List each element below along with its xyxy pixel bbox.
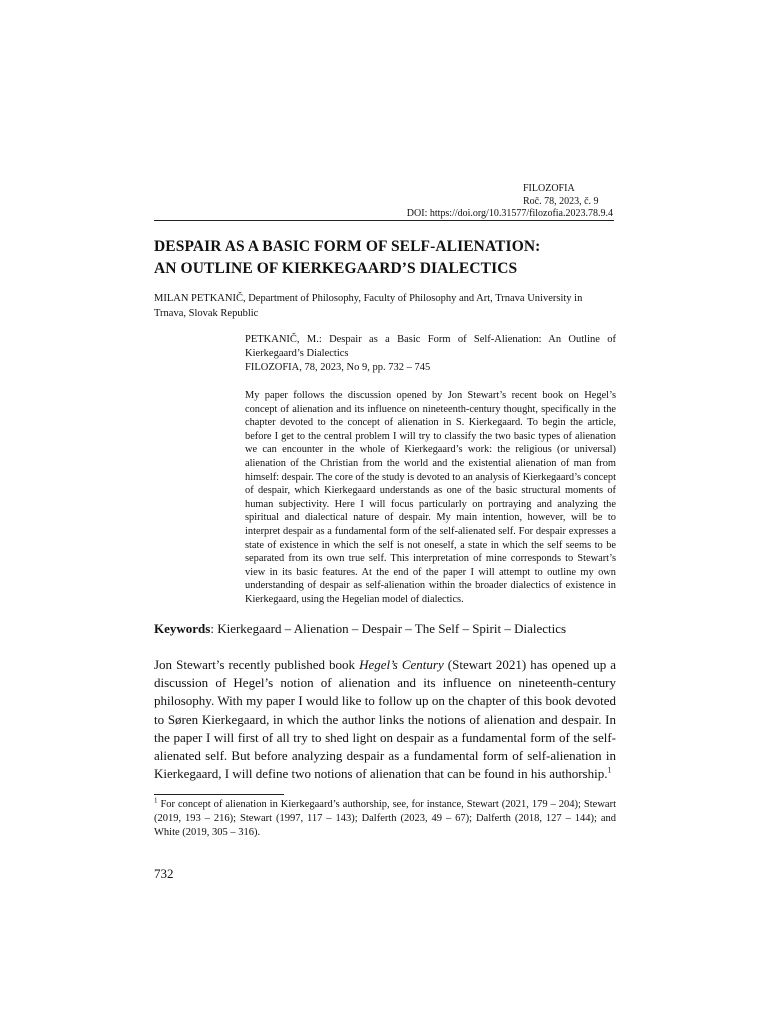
footnote-reference[interactable]: 1: [607, 765, 612, 775]
footnote: [154, 798, 616, 840]
citation-block: [245, 333, 616, 375]
keywords-line: [154, 620, 616, 638]
volume-issue: Roč. 78, 2023, č. 9: [523, 196, 599, 207]
author-affiliation: MILAN PETKANIČ, Department of Philosophy, Faculty of Philosophy and Art, Trnava University in Trnava, Slovak Republic: [154, 293, 583, 319]
citation-reference: PETKANIČ, M.: Despair as a Basic Form of Self-Alienation: An Outline of Kierkegaard’s Dialectics: [245, 334, 616, 359]
book-title: Hegel’s Century: [359, 657, 444, 672]
journal-name: FILOZOFIA: [523, 183, 575, 194]
footnote-text: For concept of alienation in Kierkegaard’s authorship, see, for instance, Stewart (2021, 179 – 204); Stewart (2019, 193 – 216); Stewart (1997, 117 – 143); Dalferth (2023, 49 – 67); Dalferth (2018, 127 – 144); and White (2019, 305 – 316).: [154, 799, 616, 838]
footnote-marker: 1: [154, 796, 158, 805]
title-line-2: AN OUTLINE OF KIERKEGAARD’S DIALECTICS: [154, 260, 518, 277]
keywords-label: Keywords: [154, 621, 211, 636]
doi-line: DOI: https://doi.org/10.31577/filozofia.2023.78.9.4: [406, 208, 613, 219]
title-line-1: DESPAIR AS A BASIC FORM OF SELF-ALIENATION:: [154, 238, 541, 255]
footnote-divider: [154, 794, 284, 795]
body-paragraph: [154, 656, 616, 783]
article-title: [154, 236, 624, 280]
header-rule: [154, 220, 614, 221]
page-number: 732: [154, 866, 174, 881]
body-text-part-2: (Stewart 2021) has opened up a discussion of Hegel’s notion of alienation and its influence on nineteenth-century philosophy. With my paper I would like to follow up on the chapter of this book devoted to Søren Kierkegaard, in which the author links the notions of alienation and despair. In the paper I will first of all try to shed light on despair as a fundamental form of the self-alienated self. But before analyzing despair as a fundamental form of self-alienation in Kierkegaard, I will define two notions of alienation that can be found in his authorship.: [154, 657, 617, 782]
journal-header: [523, 182, 613, 208]
keywords-list: : Kierkegaard – Alienation – Despair – The Self – Spirit – Dialectics: [210, 621, 567, 636]
citation-source: FILOZOFIA, 78, 2023, No 9, pp. 732 – 745: [245, 362, 431, 373]
body-text-part-1: Jon Stewart’s recently published book: [154, 657, 360, 672]
abstract: My paper follows the discussion opened by Jon Stewart’s recent book on Hegel’s concept of alienation and its influence on nineteenth-century thought, specifically in the chapter devoted to the concept of alienation in S. Kierkegaard. To begin the article, before I get to the central problem I will try to classify the two basic types of alienation we can encounter in the whole of Kierkegaard’s work: the religious (or universal) alienation of the Christian from the world and the existential alienation of man from himself: despair. The core of the study is devoted to an analysis of Kierkegaard’s concept of despair, which Kierkegaard understands as one of the basic structural moments of human subjectivity. Here I will focus particularly on portraying and analyzing the spiritual and dialectical nature of despair. My main intention, however, will be to interpret despair as a fundamental form of the self-alienated self. For despair expresses a state of existence in which the self is not oneself, a state in which the self seems to be separated from its own true self. This interpretation of mine corresponds to Stewart’s view in its basic features. At the end of the paper I will attempt to outline my own understanding of despair as self-alienation within the broader dialectics of existence in Kierkegaard, using the Hegelian model of dialectics.: [245, 390, 616, 605]
